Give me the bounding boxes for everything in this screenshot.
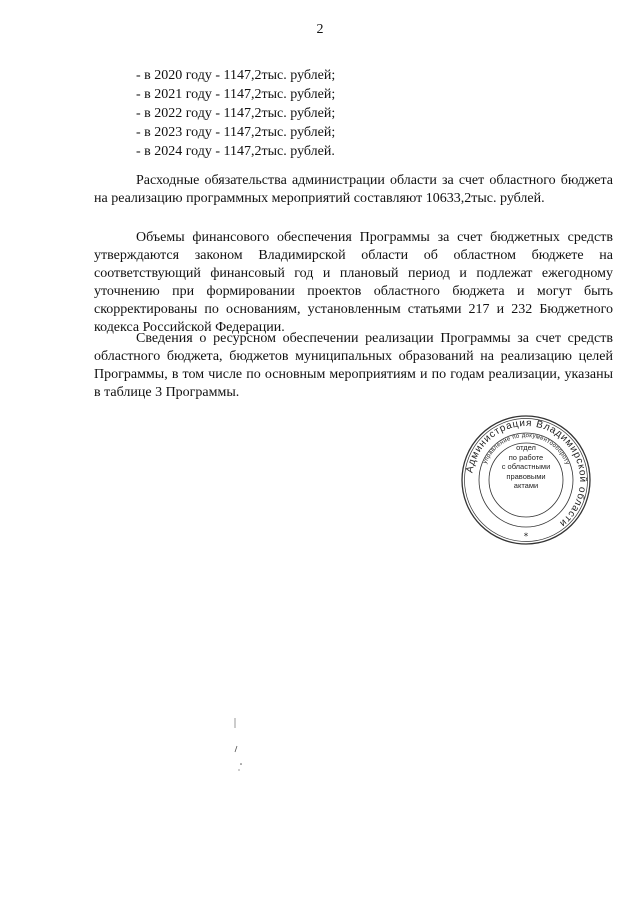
list-item: - в 2022 году - 1147,2тыс. рублей; <box>136 106 336 121</box>
list-item: - в 2020 году - 1147,2тыс. рублей; <box>136 68 336 83</box>
stamp-inner-text <box>491 443 561 491</box>
page-number: 2 <box>316 22 324 37</box>
paragraph-expenditure-obligations: Расходные обязательства администрации области за счет областного бюджета на реализацию программных мероприятий составляют 10633,2тыс. рублей. <box>94 173 613 206</box>
scan-mark <box>232 716 244 776</box>
stamp-inner-line: по работе <box>508 452 544 462</box>
stamp-middle-text: управление по документообороту <box>482 432 571 467</box>
stamp-inner-line: с областными <box>501 462 551 472</box>
list-item: - в 2021 году - 1147,2тыс. рублей; <box>136 87 336 102</box>
stamp-outer-text: Администрация Владимирской области <box>464 417 589 530</box>
stamp-star: * <box>523 532 529 542</box>
stamp-inner-line: актами <box>513 481 539 491</box>
stamp-inner-line: отдел <box>516 443 536 452</box>
stamp-inner-line: правовыми <box>506 471 546 481</box>
paragraph-resource-provision: Сведения о ресурсном обеспечении реализации Программы за счет средств областного бюджета, бюджетов муниципальных образований на реализацию целей Программы, в том числе по основным мероприятиям и по годам реализации, указаны в таблице 3 Программы. <box>94 331 613 400</box>
funding-by-year-list <box>136 66 556 161</box>
official-stamp <box>460 414 592 546</box>
list-item: - в 2024 году - 1147,2тыс. рублей. <box>136 144 335 159</box>
list-item: - в 2023 году - 1147,2тыс. рублей; <box>136 125 336 140</box>
paragraph-funding-volumes: Объемы финансового обеспечения Программы за счет бюджетных средств утверждаются законом Владимирской области об областном бюджете на соответствующий финансовый год и плановый период и подлежат ежегодному уточнению при формировании проектов областного бюджета и могут быть скорректированы по основаниям, установленным статьями 217 и 232 Бюджетного кодекса Российской Федерации. <box>94 230 613 335</box>
